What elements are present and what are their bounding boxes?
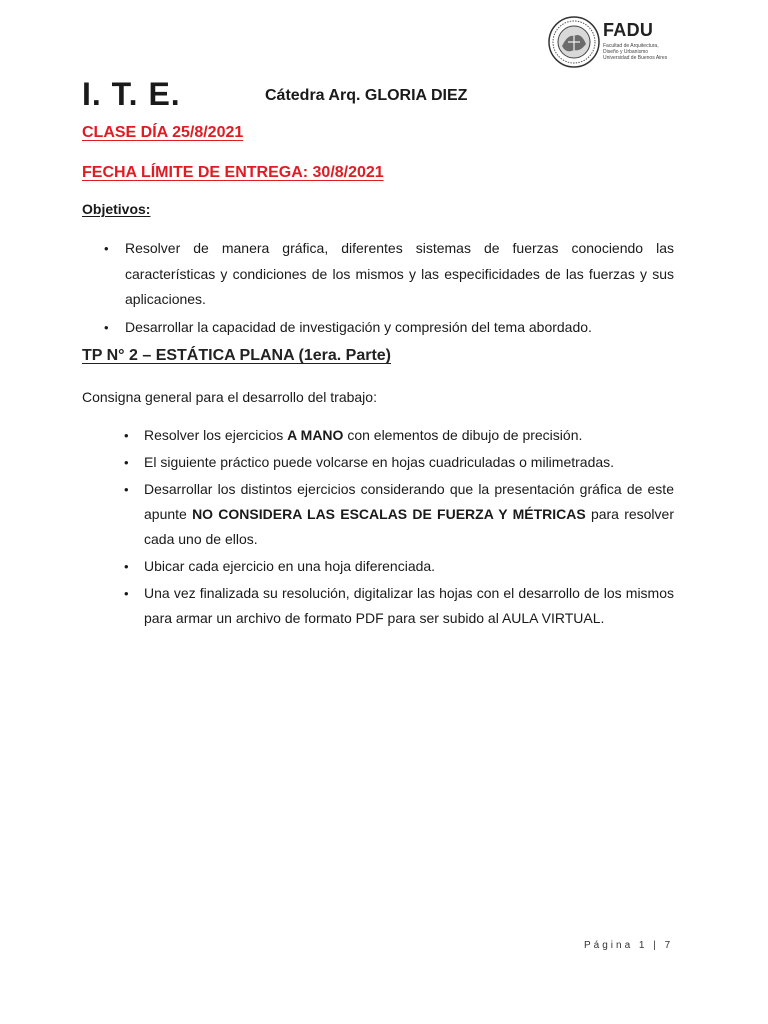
class-date: CLASE DÍA 25/8/2021: [82, 124, 244, 141]
deadline: FECHA LÍMITE DE ENTREGA: 30/8/2021: [82, 164, 384, 181]
consigna-list: [82, 423, 674, 631]
list-item: • Resolver de manera gráfica, diferentes sistemas de fuerzas conociendo las características y condiciones de los mismos y las especificidades de las fuerzas y sus aplicaciones.: [104, 240, 674, 307]
tp-title: TP N° 2 – ESTÁTICA PLANA (1era. Parte): [82, 347, 391, 364]
fadu-subtitle: Facultad de Arquitectura, Diseño y Urbanismo Universidad de Buenos Aires: [603, 43, 668, 61]
list-item: • Resolver los ejercicios A MANO con elementos de dibujo de precisión.: [124, 427, 583, 443]
document-header: [82, 76, 468, 113]
fadu-logo: [548, 16, 688, 74]
uba-seal-icon: [548, 16, 600, 68]
consigna-intro: Consigna general para el desarrollo del trabajo:: [82, 389, 377, 405]
objectives-heading: Objetivos:: [82, 201, 151, 217]
list-item: • Una vez finalizada su resolución, digitalizar las hojas con el desarrollo de los mismos para armar un archivo de formato PDF para ser subido al AULA VIRTUAL.: [124, 585, 674, 626]
fadu-wordmark: FADU: [603, 20, 654, 40]
catedra-title: Cátedra Arq. GLORIA DIEZ: [265, 87, 468, 104]
list-item: • Desarrollar la capacidad de investigación y compresión del tema abordado.: [104, 318, 592, 335]
list-item: • El siguiente práctico puede volcarse en hojas cuadriculadas o milimetradas.: [124, 454, 615, 470]
course-title: I. T. E.: [82, 76, 181, 112]
list-item: • Ubicar cada ejercicio en una hoja diferenciada.: [124, 558, 436, 574]
list-item: • Desarrollar los distintos ejercicios considerando que la presentación gráfica de este apunte NO CONSIDERA LAS ESCALAS DE FUERZA Y MÉTRICAS para resolver cada uno de ellos.: [124, 481, 674, 547]
page-number: Página 1 | 7: [584, 940, 674, 951]
objectives-list: [82, 236, 674, 340]
